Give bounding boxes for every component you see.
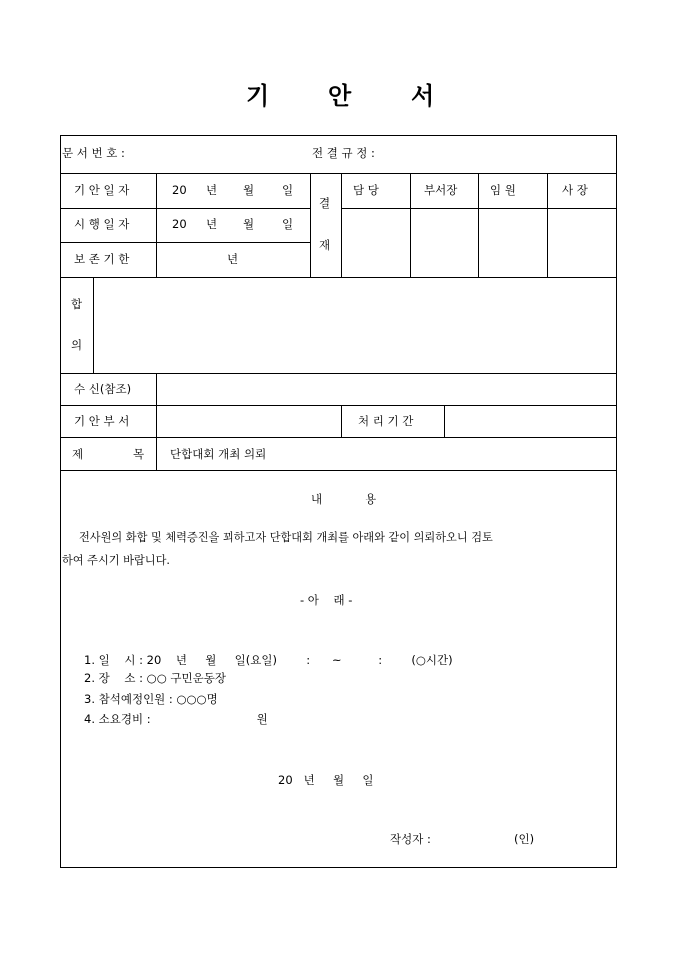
list-item-cost: 4. 소요경비 : 원 <box>84 712 268 726</box>
approval-rule-label: 전 결 규 정 : <box>312 146 375 160</box>
title-char: 안 <box>328 81 352 110</box>
exec-date-d: 일 <box>282 217 294 231</box>
content-heading-2: 용 <box>365 492 377 506</box>
draft-date-m: 월 <box>243 183 255 197</box>
approval-side-label-2: 재 <box>319 238 331 252</box>
draft-date-d: 일 <box>282 183 294 197</box>
consult-label-2: 의 <box>71 338 83 352</box>
process-period-label: 처 리 기 간 <box>358 414 414 428</box>
retention-label: 보 존 기 한 <box>74 252 130 266</box>
list-item-schedule: 1. 일 시 : 20 년 월 일(요일) : ~ : (○시간) <box>84 653 453 667</box>
content-heading-1: 내 <box>311 492 323 506</box>
exec-date-y: 년 <box>206 217 218 231</box>
draft-date-y: 년 <box>206 183 218 197</box>
recipient-field[interactable] <box>157 374 616 405</box>
subject-label-2: 목 <box>133 447 145 461</box>
exec-date-label: 시 행 일 자 <box>74 217 130 231</box>
doc-number-label: 문 서 번 호 : <box>62 146 125 160</box>
list-item-attendees: 3. 참석예정인원 : ○○○명 <box>84 692 218 706</box>
draft-date-label: 기 안 일 자 <box>74 183 130 197</box>
list-item-place: 2. 장 소 : ○○ 구민운동장 <box>84 671 226 685</box>
author-label: 작성자 : <box>390 832 431 846</box>
content-paragraph-line2: 하여 주시기 바랍니다. <box>62 554 170 567</box>
title-char: 서 <box>411 81 435 110</box>
signature-box-executive[interactable] <box>479 209 547 277</box>
title-char: 기 <box>246 81 270 110</box>
exec-date-m: 월 <box>243 217 255 231</box>
closing-date: 20 년 월 일 <box>278 773 374 787</box>
seal-mark: (인) <box>514 832 535 846</box>
subject-value: 단합대회 개최 의뢰 <box>170 447 267 461</box>
document-title <box>0 76 680 112</box>
approval-side-label-1: 결 <box>319 196 331 210</box>
exec-date-year: 20 <box>172 217 187 231</box>
below-heading: - 아 래 - <box>300 593 353 607</box>
signature-box-dept-head[interactable] <box>411 209 478 277</box>
recipient-label: 수 신(참조) <box>74 382 132 396</box>
draft-date-year: 20 <box>172 183 187 197</box>
approval-col-manager: 담 당 <box>353 183 379 197</box>
signature-box-president[interactable] <box>548 209 616 277</box>
draft-dept-label: 기 안 부 서 <box>74 414 130 428</box>
approval-col-executive: 임 원 <box>490 183 516 197</box>
approval-col-president: 사 장 <box>562 183 588 197</box>
content-paragraph-line1: 전사원의 화합 및 체력증진을 꾀하고자 단합대회 개최를 아래와 같이 의뢰하오니 검토 <box>79 531 493 544</box>
approval-col-dept-head: 부서장 <box>424 183 458 197</box>
signature-box-manager[interactable] <box>342 209 410 277</box>
subject-label-1: 제 <box>72 447 84 461</box>
consult-area[interactable] <box>94 278 616 373</box>
consult-label-1: 합 <box>71 297 83 311</box>
retention-value: 년 <box>227 252 239 266</box>
